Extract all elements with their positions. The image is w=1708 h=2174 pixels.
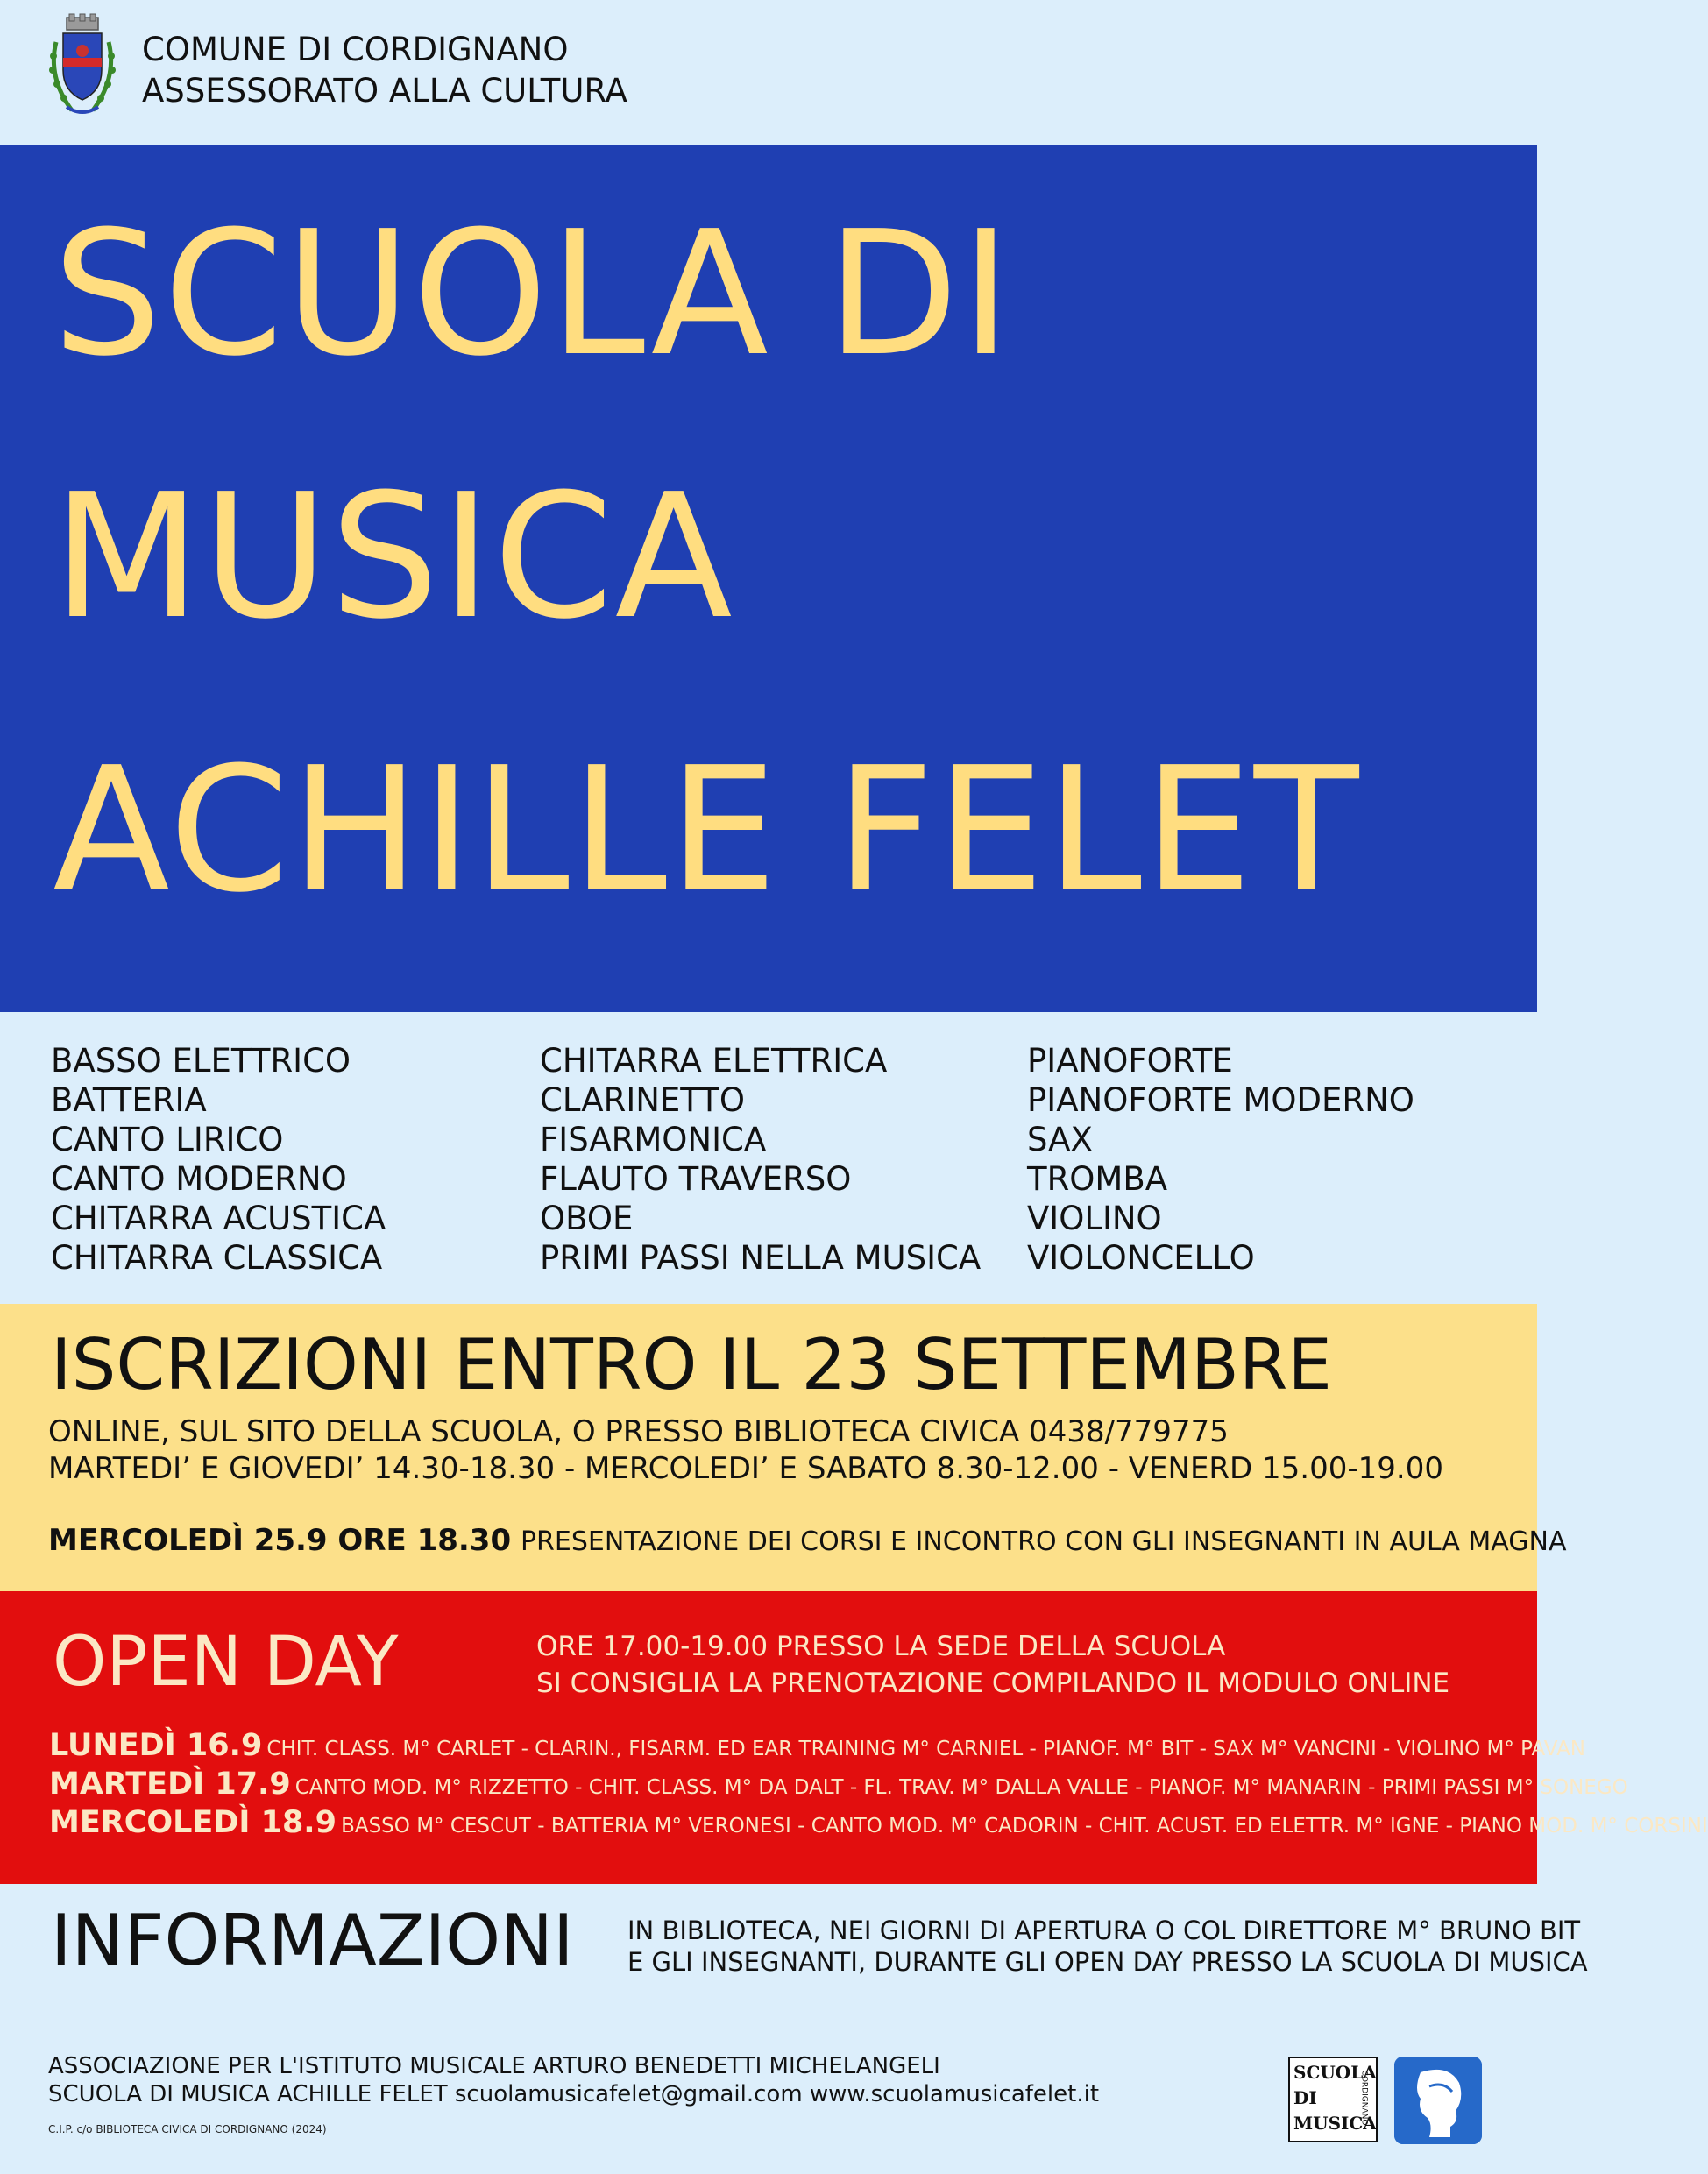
instrument-item: BATTERIA bbox=[51, 1081, 207, 1119]
scuola-musica-logo bbox=[1288, 2057, 1378, 2142]
enrollment-hours: MARTEDI’ E GIOVEDI’ 14.30-18.30 - MERCOLEDI’ E SABATO 8.30-12.00 - VENERD 15.00-19.00 bbox=[48, 1451, 1443, 1486]
logo-side-text: CORDIGNANO bbox=[1359, 2070, 1369, 2126]
instrument-item: CHITARRA ELETTRICA bbox=[540, 1042, 888, 1080]
header-department: ASSESSORATO ALLA CULTURA bbox=[142, 72, 627, 110]
abm-profile-logo-icon bbox=[1394, 2057, 1482, 2144]
title-line-2: MUSICA bbox=[53, 457, 734, 657]
instrument-item: CHITARRA CLASSICA bbox=[51, 1239, 383, 1277]
instrument-item: VIOLINO bbox=[1027, 1200, 1162, 1237]
instrument-item: BASSO ELETTRICO bbox=[51, 1042, 351, 1080]
instrument-item: CANTO LIRICO bbox=[51, 1121, 284, 1158]
logo-text-line: DI bbox=[1293, 2087, 1317, 2108]
instrument-item: OBOE bbox=[540, 1200, 634, 1237]
instrument-item: CLARINETTO bbox=[540, 1081, 745, 1119]
open-day-hours: ORE 17.00-19.00 PRESSO LA SEDE DELLA SCUOLA bbox=[536, 1631, 1226, 1662]
open-day-teachers: CHIT. CLASS. M° CARLET - CLARIN., FISARM. ED EAR TRAINING M° CARNIEL - PIANOF. M° BIT - SAX M° VANCINI - VIOLINO M° PAVAN bbox=[266, 1738, 1586, 1760]
presentation-date: MERCOLEDÌ 25.9 ORE 18.30 bbox=[48, 1523, 512, 1558]
open-day-date: MERCOLEDÌ 18.9 bbox=[49, 1805, 337, 1840]
open-day-title: OPEN DAY bbox=[53, 1623, 399, 1702]
footer-association: ASSOCIAZIONE PER L'ISTITUTO MUSICALE ARTURO BENEDETTI MICHELANGELI bbox=[48, 2053, 940, 2079]
open-day-row bbox=[49, 1805, 1708, 1840]
header-municipality: COMUNE DI CORDIGNANO bbox=[142, 31, 569, 68]
open-day-row bbox=[49, 1767, 1628, 1802]
logo-text-line: MUSICA bbox=[1293, 2113, 1377, 2134]
instrument-item: FLAUTO TRAVERSO bbox=[540, 1160, 852, 1198]
instrument-item: SAX bbox=[1027, 1121, 1093, 1158]
instrument-item: CHITARRA ACUSTICA bbox=[51, 1200, 386, 1237]
info-title: INFORMAZIONI bbox=[51, 1900, 574, 1981]
presentation-event bbox=[48, 1523, 1567, 1560]
logo-text-line: SCUOLA bbox=[1293, 2062, 1377, 2083]
instrument-item: PIANOFORTE MODERNO bbox=[1027, 1081, 1414, 1119]
open-day-date: MARTEDÌ 17.9 bbox=[49, 1767, 291, 1802]
presentation-description: PRESENTAZIONE DEI CORSI E INCONTRO CON GLI INSEGNANTI IN AULA MAGNA bbox=[520, 1526, 1567, 1557]
open-day-row bbox=[49, 1728, 1585, 1763]
instrument-item: VIOLONCELLO bbox=[1027, 1239, 1255, 1277]
enrollment-where: ONLINE, SUL SITO DELLA SCUOLA, O PRESSO BIBLIOTECA CIVICA 0438/779775 bbox=[48, 1414, 1229, 1449]
instrument-column-3 bbox=[1027, 1041, 1414, 1278]
instrument-item: TROMBA bbox=[1027, 1160, 1168, 1198]
info-line-1: IN BIBLIOTECA, NEI GIORNI DI APERTURA O COL DIRETTORE M° BRUNO BIT bbox=[627, 1916, 1581, 1945]
open-day-teachers: BASSO M° CESCUT - BATTERIA M° VERONESI - CANTO MOD. M° CADORIN - CHIT. ACUST. ED ELETTR. M° IGNE - PIANO MOD. M° CORSINI bbox=[341, 1815, 1708, 1838]
footer-cip: C.I.P. c/o BIBLIOTECA CIVICA DI CORDIGNANO (2024) bbox=[48, 2123, 327, 2135]
instrument-column-1 bbox=[51, 1041, 386, 1278]
instrument-item: PRIMI PASSI NELLA MUSICA bbox=[540, 1239, 982, 1277]
instrument-item: PIANOFORTE bbox=[1027, 1042, 1233, 1080]
instrument-item: FISARMONICA bbox=[540, 1121, 767, 1158]
instrument-column-2 bbox=[540, 1041, 981, 1278]
footer-contacts: SCUOLA DI MUSICA ACHILLE FELET scuolamusicafelet@gmail.com www.scuolamusicafelet.it bbox=[48, 2081, 1100, 2107]
enrollment-title: ISCRIZIONI ENTRO IL 23 SETTEMBRE bbox=[51, 1324, 1332, 1406]
instrument-item: CANTO MODERNO bbox=[51, 1160, 347, 1198]
open-day-date: LUNEDÌ 16.9 bbox=[49, 1728, 263, 1763]
open-day-booking-note: SI CONSIGLIA LA PRENOTAZIONE COMPILANDO IL MODULO ONLINE bbox=[536, 1668, 1450, 1699]
municipal-crest-icon bbox=[46, 16, 119, 119]
title-line-1: SCUOLA DI bbox=[53, 195, 1013, 394]
open-day-teachers: CANTO MOD. M° RIZZETTO - CHIT. CLASS. M° DA DALT - FL. TRAV. M° DALLA VALLE - PIANOF. M° MANARIN - PRIMI PASSI M° SONEGO bbox=[294, 1776, 1628, 1799]
title-line-3: ACHILLE FELET bbox=[53, 731, 1361, 931]
info-line-2: E GLI INSEGNANTI, DURANTE GLI OPEN DAY PRESSO LA SCUOLA DI MUSICA bbox=[627, 1947, 1588, 1977]
